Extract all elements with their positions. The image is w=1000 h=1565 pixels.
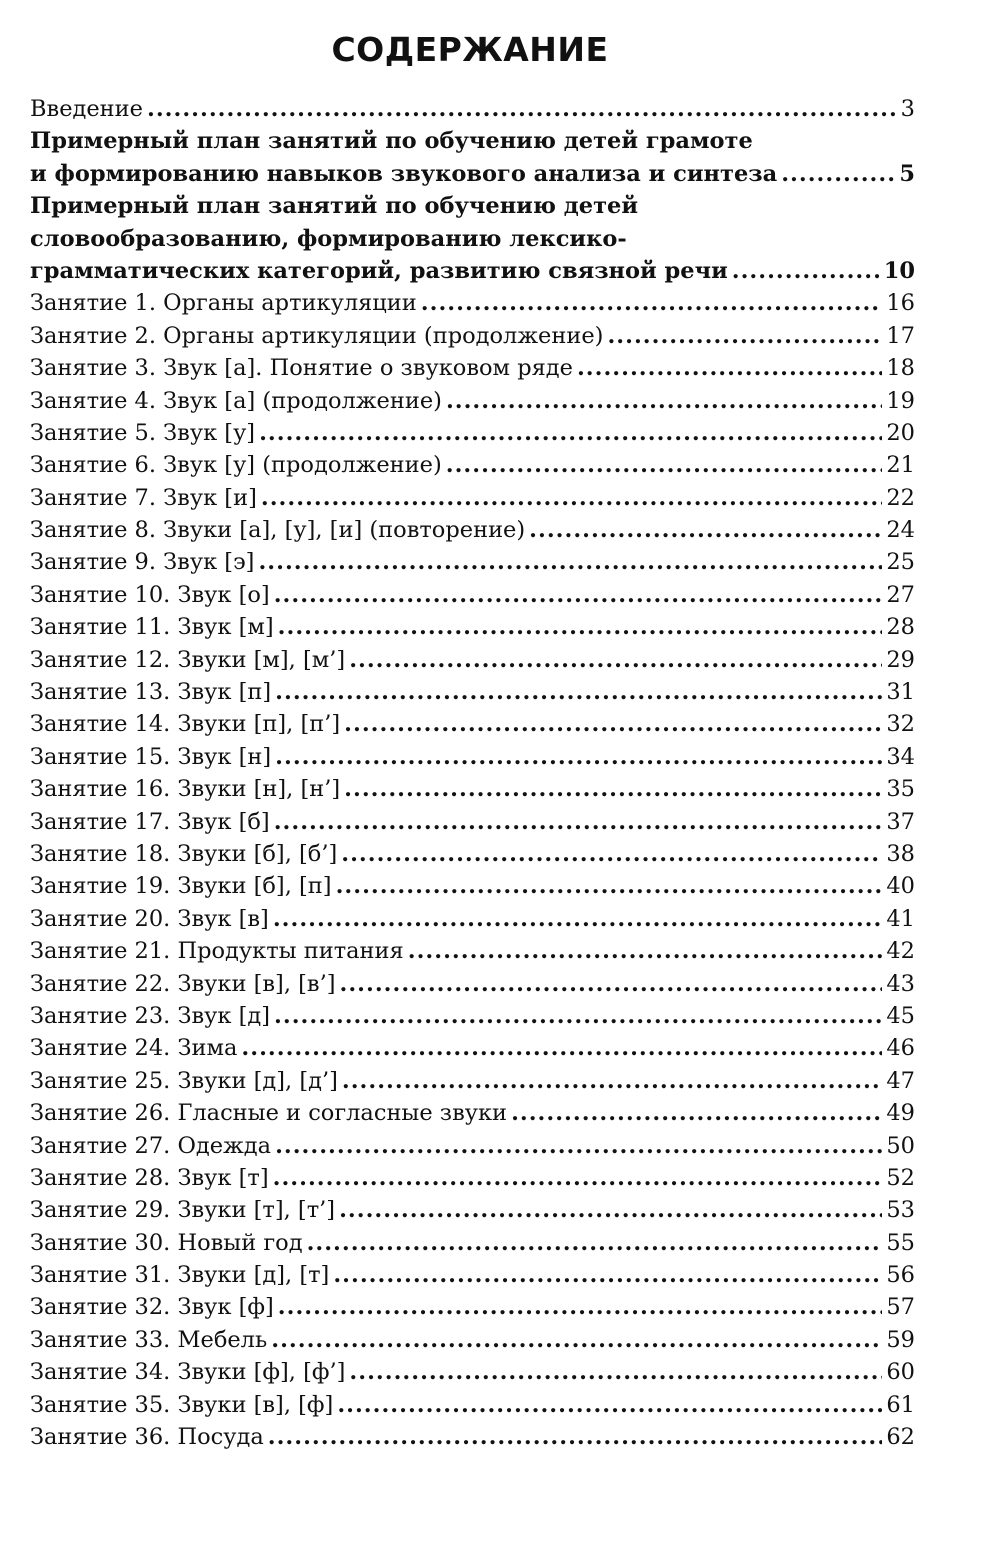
toc-entry	[30, 870, 915, 902]
toc-entry-title: Занятие 4. Звук [а] (продолжение)	[30, 387, 442, 414]
toc-entry	[30, 1227, 915, 1259]
toc-entry	[30, 1421, 915, 1453]
dot-leader	[273, 1162, 883, 1194]
toc-entry-title: Введение	[30, 96, 143, 122]
dot-leader	[446, 385, 882, 417]
toc-entry	[30, 903, 915, 935]
toc-entry-title: грамматических категорий, развитию связной речи	[30, 257, 728, 284]
toc-entry-title: Занятие 17. Звук [б]	[30, 808, 270, 835]
toc-entry-page: 60	[886, 1359, 915, 1386]
toc-entry-page: 25	[886, 549, 915, 576]
dot-leader	[259, 417, 882, 449]
dot-leader	[275, 1130, 882, 1162]
toc-entry	[30, 514, 915, 546]
toc-entry-page: 19	[886, 387, 915, 414]
toc-entry	[30, 1032, 915, 1064]
toc-entry-title: Занятие 23. Звук [д]	[30, 1002, 271, 1029]
toc-entry-title: и формированию навыков звукового анализа и синтеза	[30, 160, 778, 187]
dot-leader	[268, 1421, 883, 1453]
toc-entry-page: 38	[886, 840, 915, 867]
toc-entry-page: 40	[886, 873, 915, 900]
toc-entry	[30, 838, 915, 870]
dot-leader	[278, 611, 883, 643]
toc-entry-title: Занятие 22. Звуки [в], [в’]	[30, 970, 336, 997]
dot-leader	[339, 1194, 882, 1226]
toc-entry-page: 10	[883, 257, 915, 284]
toc-entry-title: Занятие 12. Звуки [м], [м’]	[30, 646, 346, 673]
toc-entry-title: Занятие 31. Звуки [д], [т]	[30, 1262, 330, 1289]
toc-entry	[30, 806, 915, 838]
toc-entry	[30, 1097, 915, 1129]
table-of-contents	[30, 93, 915, 1453]
toc-entry	[30, 1130, 915, 1162]
dot-leader	[781, 158, 895, 190]
toc-entry-title: Примерный план занятий по обучению детей	[30, 193, 639, 220]
toc-entry-title: Занятие 15. Звук [н]	[30, 743, 272, 770]
toc-entry-title: Занятие 10. Звук [о]	[30, 581, 270, 608]
toc-entry-title: Занятие 14. Звуки [п], [п’]	[30, 711, 341, 738]
toc-entry	[30, 125, 915, 190]
toc-entry-title: Занятие 36. Посуда	[30, 1424, 264, 1451]
toc-entry	[30, 579, 915, 611]
toc-entry-title: Занятие 2. Органы артикуляции (продолжение)	[30, 322, 604, 349]
toc-entry-page: 55	[886, 1229, 915, 1256]
dot-leader	[307, 1227, 883, 1259]
toc-entry-page: 22	[886, 484, 915, 511]
toc-entry-title: Занятие 20. Звук [в]	[30, 905, 269, 932]
toc-entry	[30, 935, 915, 967]
toc-entry-title: Занятие 8. Звуки [а], [у], [и] (повторение)	[30, 517, 526, 544]
dot-leader	[258, 546, 882, 578]
toc-entry-page: 35	[886, 776, 915, 803]
toc-entry-title: Занятие 16. Звуки [н], [н’]	[30, 776, 341, 803]
toc-entry-page: 53	[886, 1197, 915, 1224]
toc-entry-title: Примерный план занятий по обучению детей грамоте	[30, 128, 753, 155]
dot-leader	[274, 806, 883, 838]
toc-entry-title: словообразованию, формированию лексико-	[30, 225, 627, 252]
toc-entry-title: Занятие 21. Продукты питания	[30, 938, 404, 965]
toc-entry-page: 28	[886, 614, 915, 641]
toc-entry	[30, 449, 915, 481]
toc-entry-page: 57	[886, 1294, 915, 1321]
toc-entry-title: Занятие 25. Звуки [д], [д’]	[30, 1067, 338, 1094]
toc-entry-page: 31	[886, 679, 915, 706]
toc-entry	[30, 1356, 915, 1388]
toc-entry	[30, 968, 915, 1000]
toc-entry	[30, 546, 915, 578]
toc-entry	[30, 741, 915, 773]
toc-entry-page: 18	[886, 355, 915, 382]
dot-leader	[274, 579, 883, 611]
dot-leader	[241, 1032, 882, 1064]
toc-entry-title: Занятие 33. Мебель	[30, 1326, 268, 1353]
dot-leader	[732, 255, 880, 287]
toc-entry	[30, 644, 915, 676]
toc-entry-title: Занятие 13. Звук [п]	[30, 679, 272, 706]
toc-entry-page: 43	[886, 970, 915, 997]
toc-entry	[30, 1259, 915, 1291]
toc-entry-page: 50	[886, 1132, 915, 1159]
toc-entry-page: 59	[886, 1326, 915, 1353]
dot-leader	[275, 676, 882, 708]
toc-entry-title: Занятие 34. Звуки [ф], [ф’]	[30, 1359, 346, 1386]
toc-entry	[30, 482, 915, 514]
dot-leader	[261, 482, 883, 514]
dot-leader	[273, 903, 883, 935]
toc-entry-page: 47	[886, 1067, 915, 1094]
toc-entry-page: 32	[886, 711, 915, 738]
toc-entry	[30, 287, 915, 319]
dot-leader	[446, 449, 883, 481]
toc-entry-page: 46	[886, 1035, 915, 1062]
toc-entry	[30, 1291, 915, 1323]
toc-entry	[30, 93, 915, 125]
toc-entry-title: Занятие 3. Звук [а]. Понятие о звуковом ряде	[30, 355, 573, 382]
toc-entry-page: 16	[886, 290, 915, 317]
toc-entry-title: Занятие 9. Звук [э]	[30, 549, 255, 576]
toc-entry	[30, 385, 915, 417]
dot-leader	[577, 352, 882, 384]
toc-entry-title: Занятие 7. Звук [и]	[30, 484, 257, 511]
toc-entry	[30, 1194, 915, 1226]
dot-leader	[529, 514, 882, 546]
toc-entry	[30, 1389, 915, 1421]
dot-leader	[275, 741, 882, 773]
toc-entry	[30, 708, 915, 740]
toc-entry-page: 27	[886, 581, 915, 608]
dot-leader	[333, 1259, 882, 1291]
toc-entry-title: Занятие 30. Новый год	[30, 1229, 303, 1256]
toc-entry-title: Занятие 32. Звук [ф]	[30, 1294, 274, 1321]
page-title: СОДЕРЖАНИЕ	[331, 30, 609, 69]
toc-entry-page: 49	[886, 1100, 915, 1127]
dot-leader	[342, 1065, 882, 1097]
toc-entry-title: Занятие 26. Гласные и согласные звуки	[30, 1100, 508, 1127]
toc-entry-page: 42	[886, 938, 915, 965]
toc-entry	[30, 1162, 915, 1194]
toc-entry-title: Занятие 19. Звуки [б], [п]	[30, 873, 332, 900]
toc-entry-title: Занятие 28. Звук [т]	[30, 1164, 269, 1191]
toc-entry	[30, 1000, 915, 1032]
toc-entry-title: Занятие 24. Зима	[30, 1035, 238, 1062]
dot-leader	[336, 870, 883, 902]
toc-entry-title: Занятие 1. Органы артикуляции	[30, 290, 417, 317]
toc-entry-page: 3	[900, 96, 915, 122]
dot-leader	[408, 935, 883, 967]
toc-entry-page: 17	[886, 322, 915, 349]
dot-leader	[278, 1291, 883, 1323]
toc-entry	[30, 676, 915, 708]
toc-entry	[30, 320, 915, 352]
toc-entry-page: 21	[886, 452, 915, 479]
toc-entry-title: Занятие 11. Звук [м]	[30, 614, 274, 641]
toc-entry-page: 56	[886, 1262, 915, 1289]
toc-entry	[30, 773, 915, 805]
dot-leader	[341, 838, 882, 870]
toc-entry	[30, 611, 915, 643]
toc-entry-title: Занятие 29. Звуки [т], [т’]	[30, 1197, 336, 1224]
dot-leader	[274, 1000, 882, 1032]
dot-leader	[271, 1324, 882, 1356]
toc-entry-page: 62	[886, 1424, 915, 1451]
toc-entry-page: 20	[886, 419, 915, 446]
toc-entry	[30, 417, 915, 449]
toc-entry	[30, 190, 915, 287]
dot-leader	[344, 708, 882, 740]
toc-entry-page: 52	[886, 1164, 915, 1191]
dot-leader	[340, 968, 883, 1000]
toc-entry-title: Занятие 6. Звук [у] (продолжение)	[30, 452, 442, 479]
dot-leader	[349, 644, 882, 676]
toc-entry	[30, 352, 915, 384]
toc-entry	[30, 1065, 915, 1097]
dot-leader	[511, 1097, 882, 1129]
toc-entry-page: 5	[899, 160, 915, 187]
dot-leader	[421, 287, 883, 319]
toc-entry	[30, 1324, 915, 1356]
toc-entry-page: 45	[886, 1002, 915, 1029]
toc-entry-title: Занятие 35. Звуки [в], [ф]	[30, 1391, 334, 1418]
dot-leader	[607, 320, 882, 352]
toc-entry-page: 29	[886, 646, 915, 673]
dot-leader	[349, 1356, 882, 1388]
toc-entry-page: 41	[886, 905, 915, 932]
toc-entry-page: 61	[886, 1391, 915, 1418]
dot-leader	[344, 773, 882, 805]
toc-entry-page: 37	[886, 808, 915, 835]
toc-entry-title: Занятие 18. Звуки [б], [б’]	[30, 840, 338, 867]
toc-entry-title: Занятие 5. Звук [у]	[30, 419, 256, 446]
toc-entry-title: Занятие 27. Одежда	[30, 1132, 272, 1159]
toc-entry-page: 24	[886, 517, 915, 544]
dot-leader	[147, 93, 897, 125]
toc-entry-page: 34	[886, 743, 915, 770]
dot-leader	[337, 1389, 882, 1421]
